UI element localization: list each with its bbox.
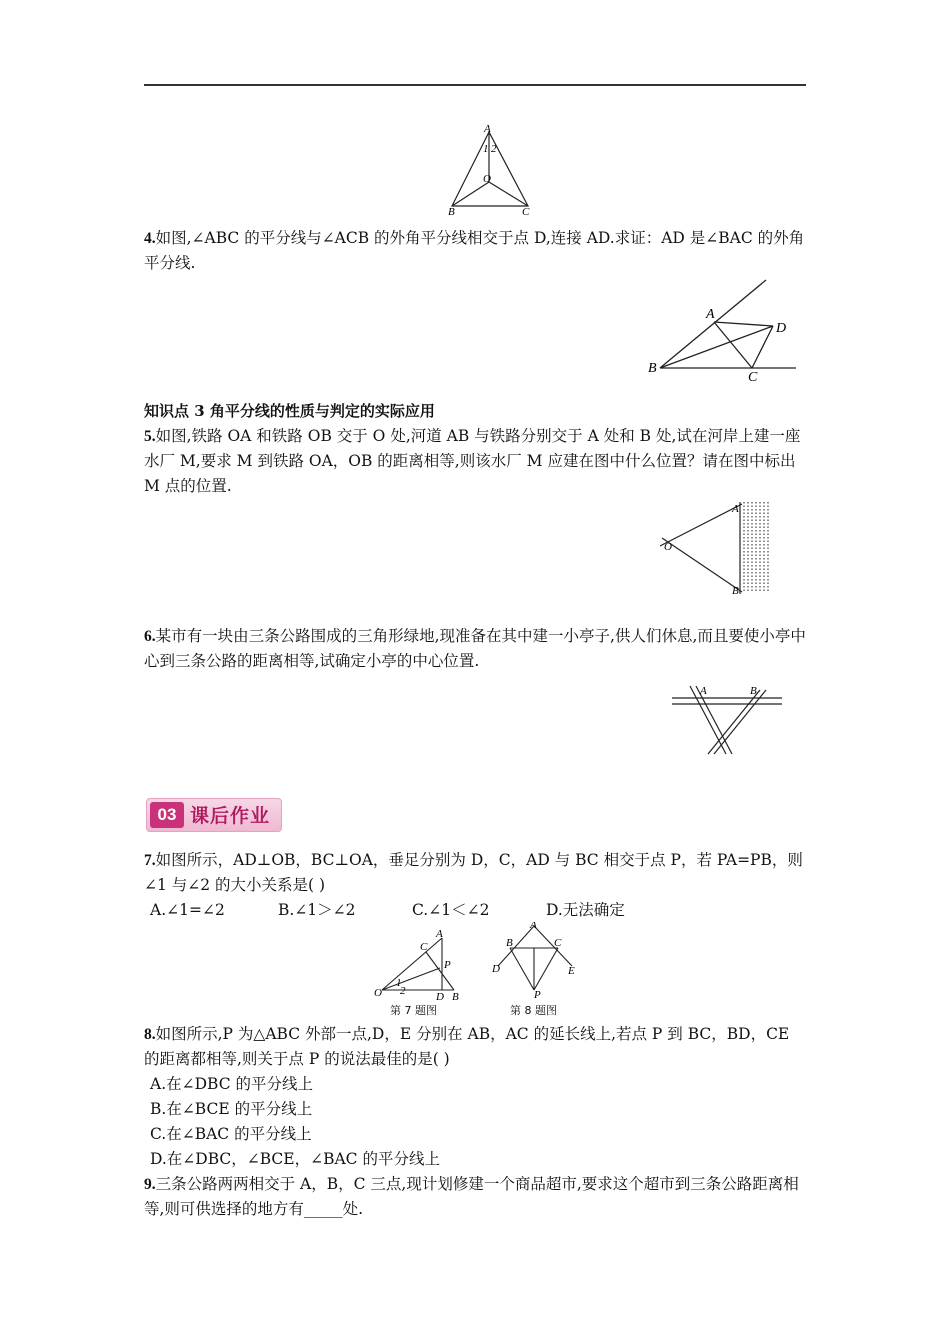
question-7 bbox=[144, 848, 808, 898]
label-b: B bbox=[452, 991, 459, 1000]
label-1: 1 bbox=[483, 143, 489, 155]
label-b: B bbox=[448, 206, 455, 216]
label-a: A bbox=[706, 307, 715, 322]
label-e: E bbox=[568, 965, 575, 977]
badge-label: 课后作业 bbox=[190, 805, 271, 827]
option-a[interactable]: A.在∠DBC 的平分线上 bbox=[150, 1075, 314, 1093]
label-c: C bbox=[554, 937, 562, 949]
question-text: 如图,铁路 OA 和铁路 OB 交于 O 处,河道 AB 与铁路分别交于 A 处和 B 处,试在河岸上建一座水厂 M,要求 M 到铁路 OA，OB 的距离相等,则该水厂 M 应建在图中什么位置？请在图中标出 M 点的位置. bbox=[144, 427, 801, 495]
option-d[interactable]: D.无法确定 bbox=[546, 901, 625, 919]
figure-q8 bbox=[488, 922, 584, 1000]
question-9 bbox=[144, 1172, 808, 1222]
option-b[interactable]: B.在∠BCE 的平分线上 bbox=[150, 1100, 313, 1118]
label-o: O bbox=[664, 541, 672, 553]
option-b[interactable]: B.∠1＞∠2 bbox=[278, 901, 356, 919]
label-d: D bbox=[492, 963, 500, 975]
label-a: A bbox=[530, 922, 537, 931]
label-o: O bbox=[483, 173, 491, 185]
label-p: P bbox=[534, 989, 541, 1000]
label-2: 2 bbox=[491, 143, 497, 155]
label-b: B bbox=[506, 937, 513, 949]
label-a: A bbox=[700, 685, 707, 697]
option-d[interactable]: D.在∠DBC，∠BCE，∠BAC 的平分线上 bbox=[150, 1150, 440, 1168]
option-a[interactable]: A.∠1=∠2 bbox=[150, 901, 225, 919]
label-c: C bbox=[522, 206, 530, 216]
question-number: 7. bbox=[144, 852, 156, 869]
top-rule bbox=[144, 84, 806, 86]
question-5 bbox=[144, 424, 808, 499]
question-4 bbox=[144, 226, 808, 276]
label-a: A bbox=[484, 124, 491, 135]
label-2: 2 bbox=[400, 985, 406, 997]
question-text: 如图所示，AD⊥OB，BC⊥OA，垂足分别为 D，C，AD 与 BC 相交于点 P，若 PA=PB，则∠1 与∠2 的大小关系是( ) bbox=[144, 851, 803, 894]
question-text: 某市有一块由三条公路围成的三角形绿地,现准备在其中建一小亭子,供人们休息,而且要使小亭中心到三条公路的距离相等,试确定小亭的中心位置. bbox=[144, 627, 806, 670]
homework-badge bbox=[146, 798, 282, 832]
figure-7-caption: 第 7 题图 bbox=[390, 1004, 437, 1017]
label-a: A bbox=[732, 503, 739, 515]
figure-q6 bbox=[668, 684, 788, 758]
label-d: D bbox=[436, 991, 444, 1000]
question-8 bbox=[144, 1022, 808, 1072]
question-text: 三条公路两两相交于 A，B，C 三点,现计划修建一个商品超市,要求这个超市到三条公路距离相等,则可供选择的地方有_____处. bbox=[144, 1175, 799, 1218]
label-b: B bbox=[750, 685, 757, 697]
question-number: 9. bbox=[144, 1176, 156, 1193]
label-c: C bbox=[420, 941, 428, 953]
label-d: D bbox=[776, 321, 787, 336]
question-6 bbox=[144, 624, 808, 674]
figure-8-caption: 第 8 题图 bbox=[510, 1004, 557, 1017]
question-number: 8. bbox=[144, 1026, 156, 1043]
question-number: 5. bbox=[144, 428, 156, 445]
label-c: C bbox=[748, 370, 758, 382]
label-o: O bbox=[374, 987, 382, 999]
label-b: B bbox=[648, 361, 657, 376]
question-text: 如图,∠ABC 的平分线与∠ACB 的外角平分线相交于点 D,连接 AD.求证：AD 是∠BAC 的外角平分线. bbox=[144, 229, 805, 272]
option-c[interactable]: C.在∠BAC 的平分线上 bbox=[150, 1125, 312, 1143]
option-c[interactable]: C.∠1＜∠2 bbox=[412, 901, 490, 919]
figure-q4 bbox=[646, 276, 802, 382]
question-text: 如图所示,P 为△ABC 外部一点,D，E 分别在 AB，AC 的延长线上,若点 P 到 BC，BD，CE 的距离都相等,则关于点 P 的说法最佳的是( ) bbox=[144, 1025, 790, 1068]
figure-top-triangle bbox=[440, 124, 540, 216]
question-number: 4. bbox=[144, 230, 156, 247]
figure-q5 bbox=[656, 498, 776, 598]
label-1: 1 bbox=[396, 977, 402, 989]
question-number: 6. bbox=[144, 628, 156, 645]
label-p: P bbox=[444, 959, 451, 971]
section-heading: 知识点 3 角平分线的性质与判定的实际应用 bbox=[144, 402, 435, 420]
figure-q7 bbox=[372, 928, 464, 1000]
badge-number: 03 bbox=[150, 802, 184, 828]
label-b: B bbox=[732, 585, 739, 597]
label-a: A bbox=[436, 928, 443, 940]
